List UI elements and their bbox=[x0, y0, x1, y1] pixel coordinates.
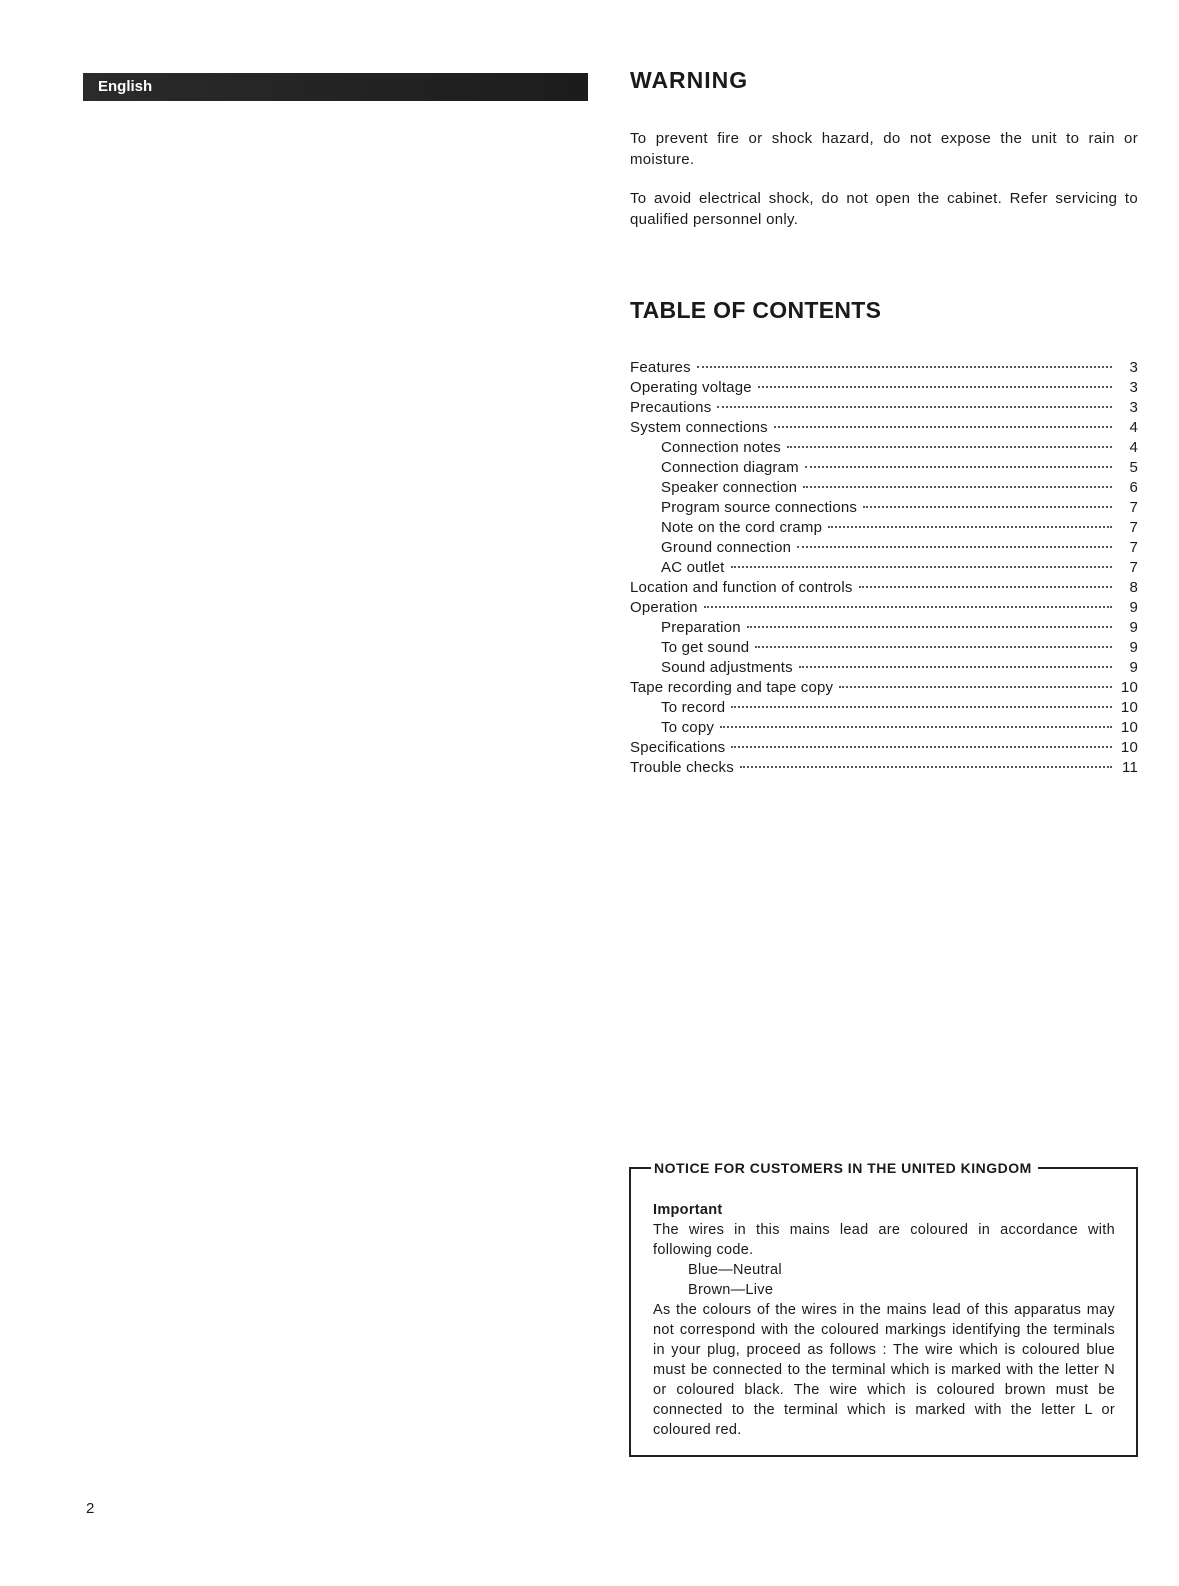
toc-leader-dots bbox=[758, 386, 1112, 388]
toc-entry-label: Precautions bbox=[630, 399, 712, 416]
toc-entry-page: 3 bbox=[1129, 359, 1138, 376]
toc-leader-dots bbox=[774, 426, 1112, 428]
page-number: 2 bbox=[86, 1500, 95, 1517]
notice-title: NOTICE FOR CUSTOMERS IN THE UNITED KINGDOM bbox=[654, 1160, 1032, 1176]
toc-leader-dots bbox=[803, 486, 1112, 488]
toc-entry bbox=[630, 718, 1138, 738]
toc-entry bbox=[630, 438, 1138, 458]
notice-instructions: As the colours of the wires in the mains lead of this apparatus may not correspond with the coloured markings identifying the terminals in your plug, proceed as follows : The wire which is coloured blue must be connected to the terminal which is marked with the letter N or coloured black. The wire which is coloured brown must be connected to the terminal which is marked with the letter L or coloured red. bbox=[653, 1302, 1115, 1438]
toc-entry-page: 9 bbox=[1129, 619, 1138, 636]
toc-entry-page: 7 bbox=[1129, 539, 1138, 556]
toc-entry-page: 7 bbox=[1129, 559, 1138, 576]
wire-code-neutral: Blue—Neutral bbox=[688, 1262, 782, 1278]
toc-leader-dots bbox=[740, 766, 1112, 768]
toc-entry bbox=[630, 738, 1138, 758]
toc-entry bbox=[630, 558, 1138, 578]
toc-entry bbox=[630, 398, 1138, 418]
toc-entry bbox=[630, 418, 1138, 438]
toc-entry-page: 11 bbox=[1122, 759, 1138, 776]
toc-entry-page: 10 bbox=[1120, 679, 1138, 696]
toc-entry-label: AC outlet bbox=[661, 559, 725, 576]
toc-entry bbox=[630, 658, 1138, 678]
toc-leader-dots bbox=[720, 726, 1112, 728]
toc-entry bbox=[630, 518, 1138, 538]
toc-entry-page: 9 bbox=[1129, 639, 1138, 656]
toc-entry-page: 5 bbox=[1129, 459, 1138, 476]
toc-leader-dots bbox=[731, 706, 1112, 708]
toc-entry-label: Connection notes bbox=[661, 439, 781, 456]
divider bbox=[1038, 1167, 1138, 1169]
warning-paragraph-2: To avoid electrical shock, do not open the cabinet. Refer servicing to qualified personnel only. bbox=[630, 190, 1138, 228]
notice-important-label: Important bbox=[653, 1202, 723, 1218]
toc-entry bbox=[630, 378, 1138, 398]
toc-entry-label: Specifications bbox=[630, 739, 726, 756]
toc-entry-label: Operating voltage bbox=[630, 379, 752, 396]
divider bbox=[629, 1167, 651, 1169]
toc-entry bbox=[630, 578, 1138, 598]
toc-leader-dots bbox=[797, 546, 1112, 548]
toc-leader-dots bbox=[731, 566, 1113, 568]
toc-entry-page: 10 bbox=[1120, 719, 1138, 736]
toc-entry bbox=[630, 638, 1138, 658]
toc-entry-label: Note on the cord cramp bbox=[661, 519, 823, 536]
toc-entry-page: 8 bbox=[1129, 579, 1138, 596]
toc-leader-dots bbox=[747, 626, 1112, 628]
toc-leader-dots bbox=[859, 586, 1112, 588]
toc-entry-label: Sound adjustments bbox=[661, 659, 793, 676]
toc-entry-label: Program source connections bbox=[661, 499, 858, 516]
warning-paragraph-1: To prevent fire or shock hazard, do not expose the unit to rain or moisture. bbox=[630, 130, 1138, 168]
toc-entry-page: 10 bbox=[1120, 699, 1138, 716]
language-tab: English bbox=[83, 73, 588, 101]
toc-entry bbox=[630, 678, 1138, 698]
toc-entry bbox=[630, 538, 1138, 558]
toc-entry-label: Operation bbox=[630, 599, 698, 616]
table-of-contents bbox=[630, 358, 1138, 778]
toc-entry-label: Preparation bbox=[661, 619, 741, 636]
toc-entry-page: 6 bbox=[1129, 479, 1138, 496]
toc-heading: TABLE OF CONTENTS bbox=[630, 297, 882, 323]
toc-leader-dots bbox=[717, 406, 1112, 408]
toc-leader-dots bbox=[755, 646, 1112, 648]
toc-entry bbox=[630, 358, 1138, 378]
toc-entry-page: 7 bbox=[1129, 499, 1138, 516]
toc-entry bbox=[630, 758, 1138, 778]
toc-entry-label: To record bbox=[661, 699, 726, 716]
toc-leader-dots bbox=[731, 746, 1112, 748]
toc-entry bbox=[630, 598, 1138, 618]
toc-entry-label: Location and function of controls bbox=[630, 579, 853, 596]
toc-leader-dots bbox=[805, 466, 1112, 468]
toc-leader-dots bbox=[799, 666, 1112, 668]
toc-leader-dots bbox=[839, 686, 1112, 688]
toc-entry-page: 4 bbox=[1129, 419, 1138, 436]
notice-intro: The wires in this mains lead are coloured in accordance with following code. bbox=[653, 1222, 1115, 1258]
toc-entry bbox=[630, 458, 1138, 478]
toc-entry-label: Features bbox=[630, 359, 691, 376]
toc-entry-label: Speaker connection bbox=[661, 479, 798, 496]
toc-entry-label: Trouble checks bbox=[630, 759, 734, 776]
warning-heading: WARNING bbox=[630, 67, 749, 93]
toc-entry-page: 7 bbox=[1129, 519, 1138, 536]
toc-entry bbox=[630, 478, 1138, 498]
toc-leader-dots bbox=[704, 606, 1112, 608]
notice-title-row bbox=[629, 1157, 1138, 1179]
toc-entry-label: Ground connection bbox=[661, 539, 792, 556]
toc-entry-label: Connection diagram bbox=[661, 459, 799, 476]
toc-entry-label: Tape recording and tape copy bbox=[630, 679, 834, 696]
toc-entry-page: 3 bbox=[1129, 379, 1138, 396]
wire-code-live: Brown—Live bbox=[688, 1282, 774, 1298]
uk-notice-box bbox=[629, 1160, 1138, 1457]
toc-leader-dots bbox=[787, 446, 1112, 448]
toc-entry bbox=[630, 618, 1138, 638]
toc-entry-page: 9 bbox=[1129, 659, 1138, 676]
toc-entry-label: To get sound bbox=[661, 639, 750, 656]
toc-entry-page: 9 bbox=[1129, 599, 1138, 616]
toc-entry bbox=[630, 498, 1138, 518]
notice-body bbox=[653, 1200, 1115, 1440]
toc-entry bbox=[630, 698, 1138, 718]
toc-leader-dots bbox=[697, 366, 1112, 368]
toc-entry-page: 4 bbox=[1129, 439, 1138, 456]
toc-entry-label: To copy bbox=[661, 719, 715, 736]
toc-entry-page: 3 bbox=[1129, 399, 1138, 416]
toc-entry-label: System connections bbox=[630, 419, 768, 436]
toc-leader-dots bbox=[863, 506, 1112, 508]
toc-entry-page: 10 bbox=[1120, 739, 1138, 756]
toc-leader-dots bbox=[828, 526, 1112, 528]
